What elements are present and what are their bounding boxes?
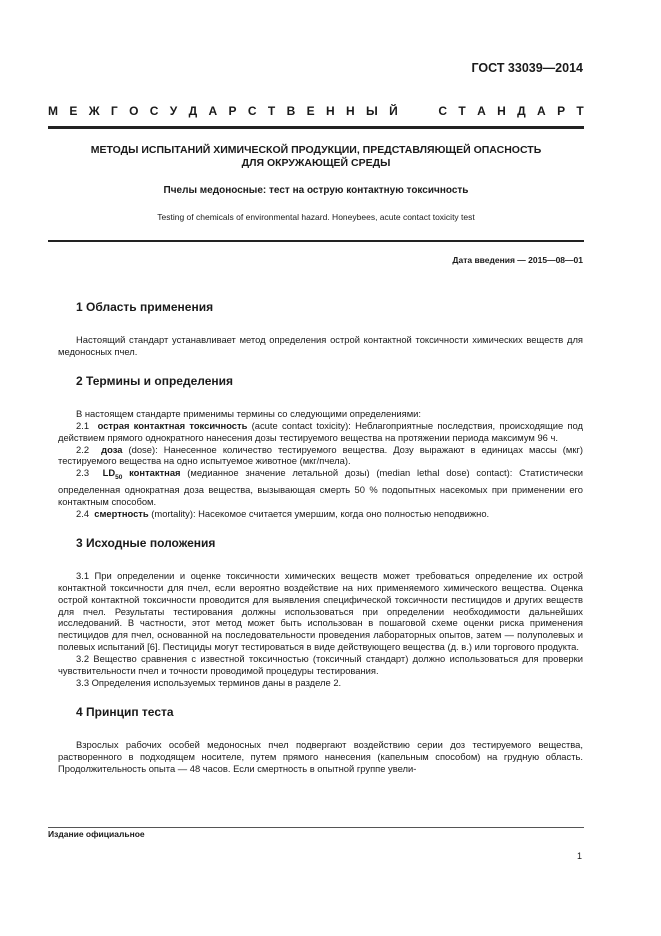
section-2-intro: В настоящем стандарте применимы термины со следующими определениями:	[76, 407, 422, 419]
title-line-1: МЕТОДЫ ИСПЫТАНИЙ ХИМИЧЕСКОЙ ПРОДУКЦИИ, ПРЕДСТАВЛЯЮЩЕЙ ОПАСНОСТЬ	[90, 144, 542, 156]
banner-letter	[409, 104, 412, 118]
term-2-2-name: доза	[101, 443, 123, 455]
term-2-1-name: острая контактная токсичность	[97, 419, 248, 431]
term-2-2: 2.2 доза (dose): Нанесенное количество тестируемого вещества. Дозу выражают в единицах массы (мкг) тестируемого вещества на одно испытуемое животное (мкг/пчела).	[58, 443, 583, 467]
banner-letter: А	[537, 104, 546, 118]
header-rule	[48, 126, 584, 129]
document-subtitle: Пчелы медоносные: тест на острую контактную токсичность	[163, 185, 469, 196]
banner-letter: Н	[325, 104, 335, 118]
document-body	[58, 300, 583, 775]
banner-letter: Р	[228, 104, 237, 118]
banner-letter: Т	[576, 104, 584, 118]
banner-letter	[424, 104, 427, 118]
section-2-heading: 2 Термины и определения	[76, 373, 234, 388]
english-title: Testing of chemicals of environmental hazard. Honeybees, acute contact toxicity test	[157, 212, 475, 222]
banner-letter: Е	[306, 104, 315, 118]
banner-letter: В	[286, 104, 296, 118]
banner-letter: Й	[389, 104, 398, 118]
banner-letter: У	[169, 104, 178, 118]
introduction-date: Дата введения — 2015—08—01	[452, 255, 583, 265]
banner-letter: Г	[110, 104, 118, 118]
paragraph-3-1: 3.1 При определении и оценке токсичности химических веществ может требоваться определение их острой контактной токсичности для пчел, если вероятно воздействие на них применяемого химического вещества. Оценка острой контактной токсичности проводится для выявления специфической токсичности пестицидов и других веществ для пчел. Результаты тестирования должны использоваться при определении необходимости дальнейших исследований. В частности, этот метод может быть использован в пошаговой схеме оценки риска применения пестицидов для пчел, основанной на последовательности проведения лабораторных опытов, затем — полуполевых и полевых испытаний [6]. Пестициды могут тестироваться в виде действующего вещества (д. в.) или торгового продукта.	[58, 569, 583, 653]
term-2-4-name: смертность	[94, 507, 149, 519]
paragraph-3-2: 3.2 Вещество сравнения с известной токсичностью (токсичный стандарт) должно использоваться для проверки чувствительности пчел и точности проводимой процедуры тестирования.	[58, 653, 583, 677]
banner-letter: С	[438, 104, 448, 118]
banner-letter: Н	[345, 104, 355, 118]
banner-letter: С	[247, 104, 257, 118]
banner-letter: Р	[557, 104, 566, 118]
section-4-heading: 4 Принцип теста	[76, 704, 174, 719]
term-2-4: 2.4 смертность (mortality): Насекомое считается умершим, когда оно полностью неподвижно.	[76, 507, 490, 519]
standard-banner	[48, 104, 584, 118]
document-title	[48, 144, 584, 170]
paragraph-3-3: 3.3 Определения используемых терминов даны в разделе 2.	[76, 677, 342, 688]
banner-letter: М	[48, 104, 58, 118]
official-edition-note: Издание официальное	[48, 829, 145, 839]
banner-letter: Ж	[88, 104, 100, 118]
banner-letter: Т	[267, 104, 276, 118]
document-number: ГОСТ 33039—2014	[471, 61, 583, 75]
banner-letter: Д	[517, 104, 526, 118]
banner-letter: Ы	[365, 104, 378, 118]
term-2-1: 2.1 острая контактная токсичность (acute contact toxicity): Неблагоприятные последствия, происходящие под действием прямого однократного нанесения дозы тестируемого вещества на протяжении периода максимум 96 ч.	[58, 419, 583, 443]
banner-letter: А	[208, 104, 218, 118]
footer-rule	[48, 827, 584, 828]
title-rule	[48, 240, 584, 242]
page-number: 1	[576, 851, 582, 861]
section-1-paragraph: Настоящий стандарт устанавливает метод определения острой контактной токсичности химических веществ для медоносных пчел.	[58, 334, 583, 357]
banner-letter: Д	[188, 104, 198, 118]
banner-letter: Н	[497, 104, 506, 118]
banner-letter: А	[477, 104, 486, 118]
banner-letter: Т	[458, 104, 466, 118]
term-2-3-name: $LD_{50}$ контактная	[102, 467, 181, 482]
banner-letter: Е	[69, 104, 78, 118]
term-2-3: 2.3 $LD_{50}$ контактная (медианное значение летальной дозы) (median lethal dose) contact): Статистически определенная однократная доза вещества, вызывающая смерть 50 % подопытных насекомых при применении его контактным способом.	[58, 467, 584, 508]
banner-letter: С	[149, 104, 159, 118]
section-1-heading: 1 Область применения	[76, 300, 214, 314]
title-line-2: ДЛЯ ОКРУЖАЮЩЕЙ СРЕДЫ	[241, 157, 391, 169]
banner-letter: О	[129, 104, 139, 118]
section-3-heading: 3 Исходные положения	[76, 535, 216, 550]
section-4-paragraph: Взрослых рабочих особей медоносных пчел подвергают воздействию серии доз тестируемого вещества, растворенного в подходящем носителе, путем прямого нанесения (капельным способом) на грудную область. Продолжительность опыта — 48 часов. Если смертность в опытной группе увели-	[58, 738, 583, 774]
